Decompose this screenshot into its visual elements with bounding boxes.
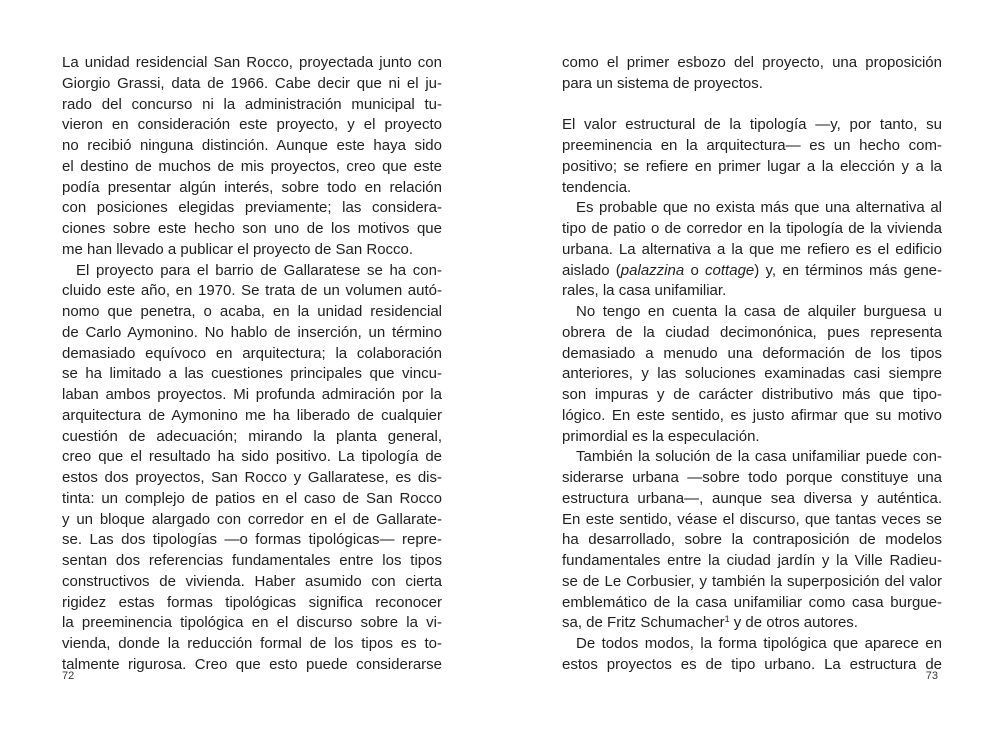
text-line: se. Las dos tipologías —o formas tipológicas— repre-: [62, 531, 442, 549]
text-line: rales, la casa unifamiliar.: [562, 282, 727, 300]
text-line: estructura urbana—, aunque sea diversa y auténtica.: [562, 489, 942, 507]
text-line: cuestión de adecuación; mirando la planta general,: [62, 427, 442, 445]
italic-term: cottage: [705, 261, 755, 279]
text-line: como el primer esbozo del proyecto, una proposición: [562, 54, 942, 71]
right-page-text: [562, 53, 942, 676]
footnote-marker: 1: [724, 614, 730, 625]
text-line: laban ambos proyectos. Mi profunda admiración por la: [62, 386, 442, 403]
text-line: lógico. En este sentido, es justo afirmar que su motivo: [562, 406, 942, 424]
text-line: tendencia.: [562, 178, 632, 196]
text-line: cluido este año, en 1970. Se trata de un volumen autó-: [62, 282, 442, 300]
text-line: tipo de patio o de corredor en la tipología de la vivienda: [562, 220, 942, 237]
text-line: El valor estructural de la tipología —y, por tanto, su: [562, 116, 942, 134]
text-line: preeminencia en la arquitectura— es un hecho com-: [562, 137, 942, 154]
text-line: son impuras y de carácter distributivo más que tipo-: [562, 386, 942, 403]
text-line: me han llevado a publicar el proyecto de San Rocco.: [62, 240, 414, 258]
page-number: 72: [62, 670, 75, 682]
text-line-with-italics: [562, 261, 942, 282]
text-line: El proyecto para el barrio de Gallaratese se ha con-: [76, 261, 442, 279]
text-line: No tengo en cuenta la casa de alquiler burguesa u: [576, 303, 942, 320]
text-line: de Carlo Aymonino. No hablo de inserción, un término: [62, 323, 442, 341]
text-line: rigidez estas formas tipológicas significa reconocer: [62, 593, 442, 611]
text-line: fundamentales entre la ciudad jardín y la Ville Radieu-: [562, 552, 942, 569]
text-line: arquitectura de Aymonino me ha liberado de cualquier: [62, 406, 442, 424]
text-line: con posiciones elegidas previamente; las considera-: [62, 199, 442, 217]
text-line: anteriores, y las soluciones examinadas casi siempre: [562, 365, 942, 383]
text-line: siderarse urbana —sobre todo porque constituye una: [562, 469, 942, 486]
text-segment: o: [684, 261, 706, 279]
text-line: En este sentido, véase el discurso, que tantas veces se: [562, 510, 942, 528]
text-segment: ) y, en términos más gene-: [754, 261, 942, 279]
text-line: positivo; se refiere en primer lugar a la elección y a la: [562, 157, 942, 175]
italic-term: palazzina: [620, 261, 685, 279]
text-line: ciones sobre este hecho son uno de los motivos que: [62, 220, 442, 237]
text-line: y un bloque alargado con corredor en el de Gallarate-: [62, 510, 442, 528]
text-line: se ha limitado a las cuestiones principales que vincu-: [62, 365, 442, 383]
text-line: estos proyectos es de tipo urbano. La estructura de: [562, 655, 942, 673]
text-line: se de Le Corbusier, y también la superposición del valor: [562, 572, 942, 590]
text-line: urbana. La alternativa a la que me refiero es el edificio: [562, 240, 942, 258]
text-line: no recibió ninguna distinción. Aunque este haya sido: [62, 137, 442, 154]
text-line: para un sistema de proyectos.: [562, 74, 763, 92]
text-line: el destino de muchos de mis proyectos, creo que este: [62, 157, 442, 175]
right-page: [500, 0, 1000, 750]
text-line: talmente rigurosa. Creo que esto puede considerarse: [62, 655, 442, 673]
text-line: La unidad residencial San Rocco, proyectada junto con: [62, 54, 442, 71]
text-line: rado del concurso ni la administración municipal tu-: [62, 95, 442, 113]
text-line: demasiado equívoco en arquitectura; la colaboración: [62, 344, 442, 362]
text-line: nomo que penetra, o acaba, en la unidad residencial: [62, 303, 442, 320]
paragraph-gap: [562, 95, 942, 116]
text-line: primordial es la especulación.: [562, 427, 760, 445]
text-line: obrera de la ciudad decimonónica, pues representa: [562, 323, 942, 341]
text-line: De todos modos, la forma tipológica que aparece en: [576, 635, 942, 652]
text-line: sentan dos referencias fundamentales entre los tipos: [62, 552, 442, 569]
text-line: También la solución de la casa unifamiliar puede con-: [576, 448, 942, 466]
text-line: vieron en consideración este proyecto, y el proyecto: [62, 116, 442, 134]
text-line: Es probable que no exista más que una alternativa al: [576, 199, 942, 217]
left-page-text: [62, 53, 442, 676]
text-line: podía presentar algún interés, sobre todo en relación: [62, 178, 442, 196]
text-line: creo que el resultado ha sido positivo. La tipología de: [62, 448, 442, 466]
text-line: emblemático de la casa unifamiliar como casa burgue-: [562, 593, 942, 611]
text-line: estos dos proyectos, San Rocco y Gallaratese, es dis-: [62, 469, 442, 486]
page-number: 73: [925, 670, 938, 682]
text-line: vienda, donde la reducción formal de los tipos es to-: [62, 635, 442, 652]
text-line: ha desarrollado, sobre la contraposición de modelos: [562, 531, 942, 549]
text-line: la preeminencia tipológica en el discurso sobre la vi-: [62, 614, 442, 632]
text-line-with-footnote: [562, 613, 942, 634]
text-line: tinta: un complejo de patios en el caso de San Rocco: [62, 489, 442, 507]
text-line: Giorgio Grassi, data de 1966. Cabe decir que ni el ju-: [62, 74, 442, 92]
text-segment: sa, de Fritz Schumacher: [562, 614, 725, 632]
text-segment: y de otros autores.: [729, 614, 858, 632]
text-line: demasiado a menudo una deformación de los tipos: [562, 344, 942, 362]
text-segment: aislado (: [562, 261, 621, 279]
text-line: constructivos de vivienda. Haber asumido con cierta: [62, 572, 442, 590]
